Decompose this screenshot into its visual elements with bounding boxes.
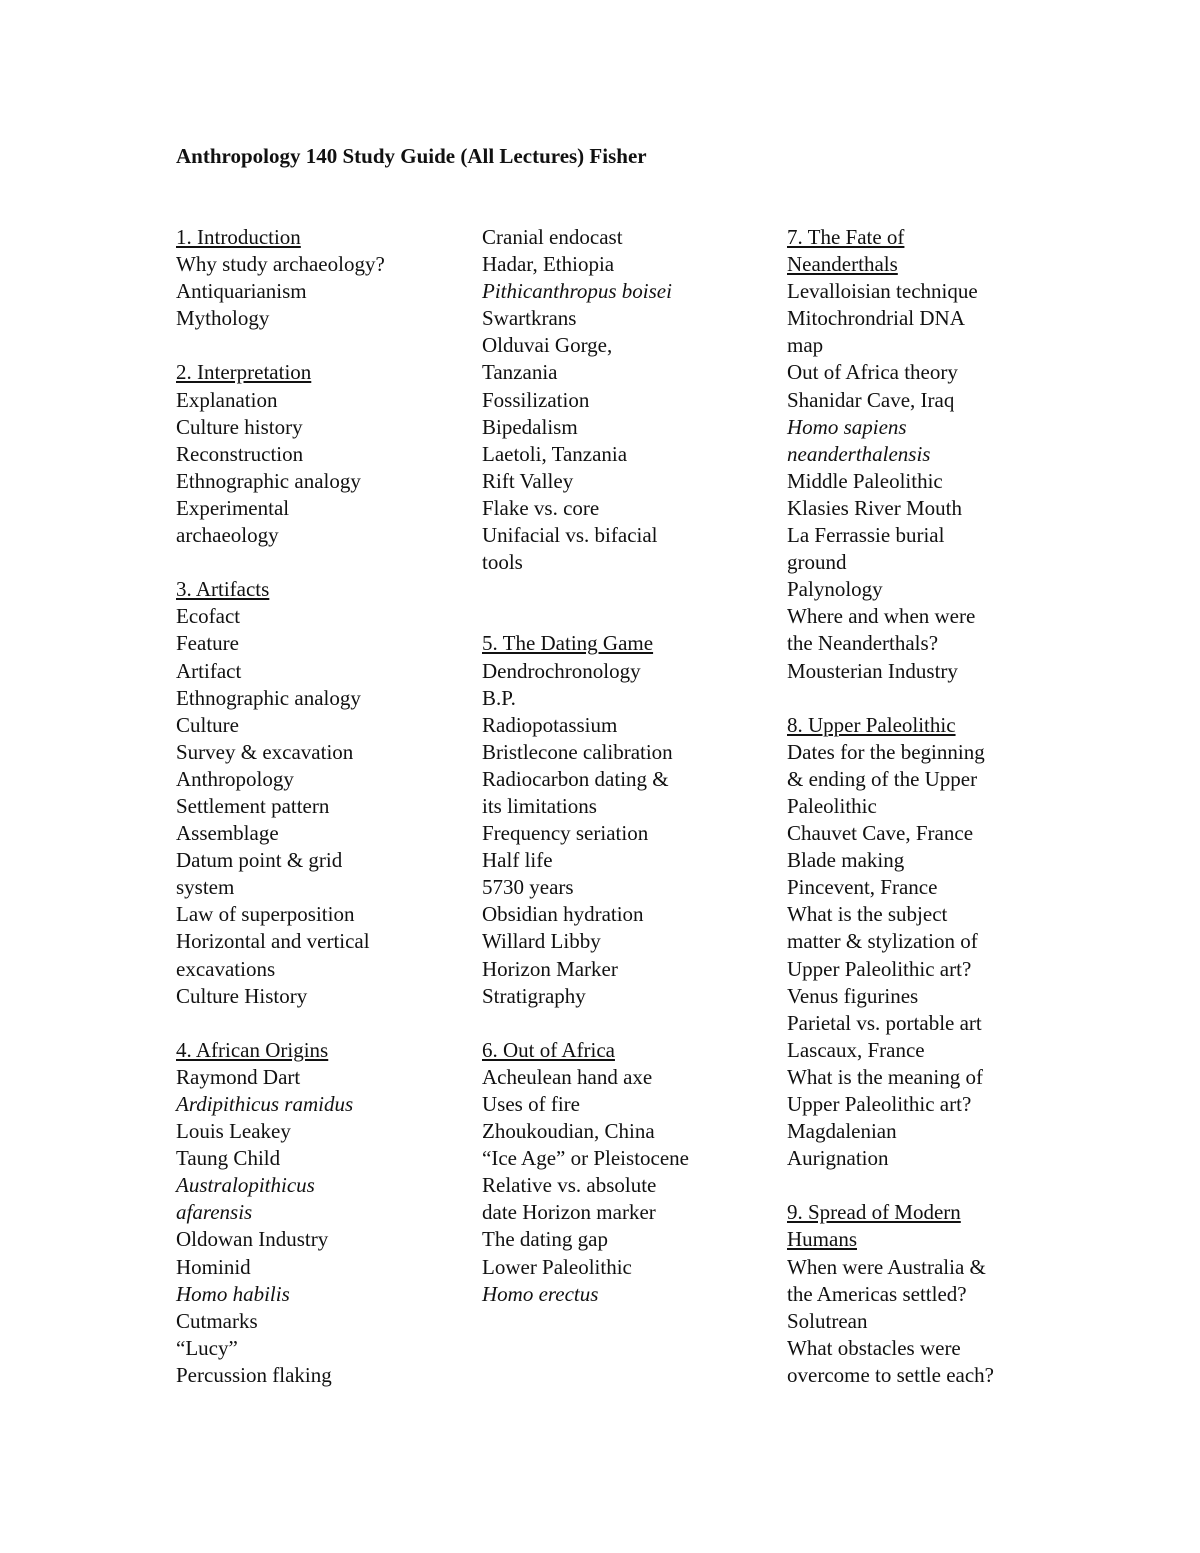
list-item: Where and when were [787,604,976,629]
list-item: What is the meaning of [787,1064,983,1089]
column-1 [176,224,446,1389]
list-item: tools [482,550,523,575]
section-heading: 4. African Origins [176,1037,329,1062]
list-item: Aurignation [787,1146,889,1171]
list-item: Klasies River Mouth [787,495,962,520]
list-item: Paleolithic [787,793,877,818]
list-item: Ardipithicus ramidus [176,1092,354,1116]
list-item: Pincevent, France [787,875,938,900]
list-item: Uses of fire [482,1092,580,1116]
list-item: date Horizon marker [482,1200,656,1225]
list-item: Culture [176,712,239,737]
list-item: Assemblage [176,821,279,846]
list-item: Dendrochronology [482,658,641,683]
list-item: & ending of the Upper [787,766,978,791]
list-item: Middle Paleolithic [787,468,943,493]
blank-line [482,603,752,630]
list-item: Taung Child [176,1146,281,1171]
list-item: Unifacial vs. bifacial [482,523,658,548]
list-item: Lower Paleolithic [482,1254,632,1279]
list-item: Frequency seriation [482,821,649,846]
list-item: afarensis [176,1200,253,1225]
list-item: Homo habilis [176,1281,290,1306]
list-item: Willard Libby [482,929,601,954]
list-item: Radiopotassium [482,712,618,737]
list-item: overcome to settle each? [787,1362,994,1387]
list-item: Obsidian hydration [482,902,644,927]
list-item: Out of Africa theory [787,360,958,385]
list-item: Experimental [176,495,290,520]
list-item: matter & stylization of [787,929,978,954]
list-item: Ethnographic analogy [176,685,361,710]
list-item: The dating gap [482,1227,608,1252]
list-item: Survey & excavation [176,739,354,764]
list-item: Horizon Marker [482,956,618,981]
list-item: Percussion flaking [176,1362,332,1387]
blank-line [787,685,1057,712]
list-item: Homo sapiens [787,414,907,439]
list-item: Datum point & grid [176,848,343,873]
list-item: archaeology [176,523,279,548]
list-item: Culture history [176,414,303,439]
list-item: Mousterian Industry [787,658,958,683]
blank-line [176,1010,446,1037]
section-heading: Neanderthals [787,252,898,277]
list-item: the Neanderthals? [787,631,939,656]
list-item: Law of superposition [176,902,355,927]
section-heading: Humans [787,1227,857,1252]
blank-line [482,1010,752,1037]
column-3 [787,224,1057,1389]
blank-line [176,332,446,359]
list-item: Acheulean hand axe [482,1064,653,1089]
list-item: What obstacles were [787,1335,961,1360]
list-item: Flake vs. core [482,495,600,520]
list-item: Levalloisian technique [787,279,978,304]
section-heading: 7. The Fate of [787,225,905,249]
list-item: Shanidar Cave, Iraq [787,387,955,412]
list-item: “Lucy” [176,1335,238,1360]
blank-line [176,549,446,576]
list-item: Zhoukoudian, China [482,1119,655,1144]
list-item: Oldowan Industry [176,1227,329,1252]
list-item: Solutrean [787,1308,868,1333]
list-item: B.P. [482,685,516,710]
list-item: Reconstruction [176,441,304,466]
list-item: Mitochrondrial DNA [787,306,965,331]
list-item: Lascaux, France [787,1037,925,1062]
list-item: “Ice Age” or Pleistocene [482,1146,689,1171]
list-item: Settlement pattern [176,793,330,818]
list-item: Swartkrans [482,306,577,331]
list-item: Upper Paleolithic art? [787,1092,972,1116]
list-item: Homo erectus [482,1281,599,1306]
list-item: Feature [176,631,239,656]
list-item: Dates for the beginning [787,739,985,764]
list-item: Bipedalism [482,414,578,439]
section-heading: 3. Artifacts [176,577,270,602]
list-item: Cutmarks [176,1308,258,1333]
list-item: Horizontal and vertical [176,929,370,954]
list-item: Antiquarianism [176,279,307,304]
list-item: system [176,875,235,900]
list-item: Culture History [176,983,308,1008]
list-item: When were Australia & [787,1254,986,1279]
list-item: Rift Valley [482,468,574,493]
list-item: ground [787,550,847,575]
list-item: its limitations [482,793,597,818]
list-item: Upper Paleolithic art? [787,956,972,981]
list-item: Raymond Dart [176,1064,301,1089]
section-heading: 5. The Dating Game [482,631,654,656]
list-item: Venus figurines [787,983,919,1008]
list-item: 5730 years [482,875,574,900]
blank-line [482,576,752,603]
list-item: neanderthalensis [787,441,931,466]
list-item: excavations [176,956,276,981]
section-heading: 8. Upper Paleolithic [787,712,956,737]
list-item: Chauvet Cave, France [787,821,974,846]
list-item: Fossilization [482,387,590,412]
list-item: Artifact [176,658,242,683]
list-item: Explanation [176,387,278,412]
list-item: Olduvai Gorge, [482,333,613,358]
list-item: Ethnographic analogy [176,468,361,493]
section-heading: 2. Interpretation [176,360,312,385]
list-item: Australopithicus [176,1173,315,1198]
list-item: Ecofact [176,604,241,629]
page-title: Anthropology 140 Study Guide (All Lectures) Fisher [176,144,647,168]
list-item: Cranial endocast [482,225,623,249]
list-item: Why study archaeology? [176,252,385,277]
blank-line [787,1172,1057,1199]
list-item: map [787,333,824,358]
section-heading: 9. Spread of Modern [787,1200,961,1225]
list-item: Hominid [176,1254,251,1279]
list-item: La Ferrassie burial [787,523,945,548]
list-item: Magdalenian [787,1119,897,1144]
column-2 [482,224,752,1308]
section-heading: 1. Introduction [176,225,301,249]
list-item: Relative vs. absolute [482,1173,657,1198]
list-item: Mythology [176,306,270,331]
list-item: Blade making [787,848,905,873]
list-item: Tanzania [482,360,558,385]
list-item: Palynology [787,577,883,602]
list-item: What is the subject [787,902,948,927]
list-item: Louis Leakey [176,1119,291,1144]
list-item: Radiocarbon dating & [482,766,669,791]
list-item: Bristlecone calibration [482,739,673,764]
list-item: Laetoli, Tanzania [482,441,628,466]
section-heading: 6. Out of Africa [482,1037,615,1062]
list-item: Hadar, Ethiopia [482,252,615,277]
list-item: Anthropology [176,766,294,791]
list-item: Parietal vs. portable art [787,1010,982,1035]
list-item: Half life [482,848,553,873]
list-item: the Americas settled? [787,1281,967,1306]
list-item: Stratigraphy [482,983,586,1008]
list-item: Pithicanthropus boisei [482,279,672,304]
